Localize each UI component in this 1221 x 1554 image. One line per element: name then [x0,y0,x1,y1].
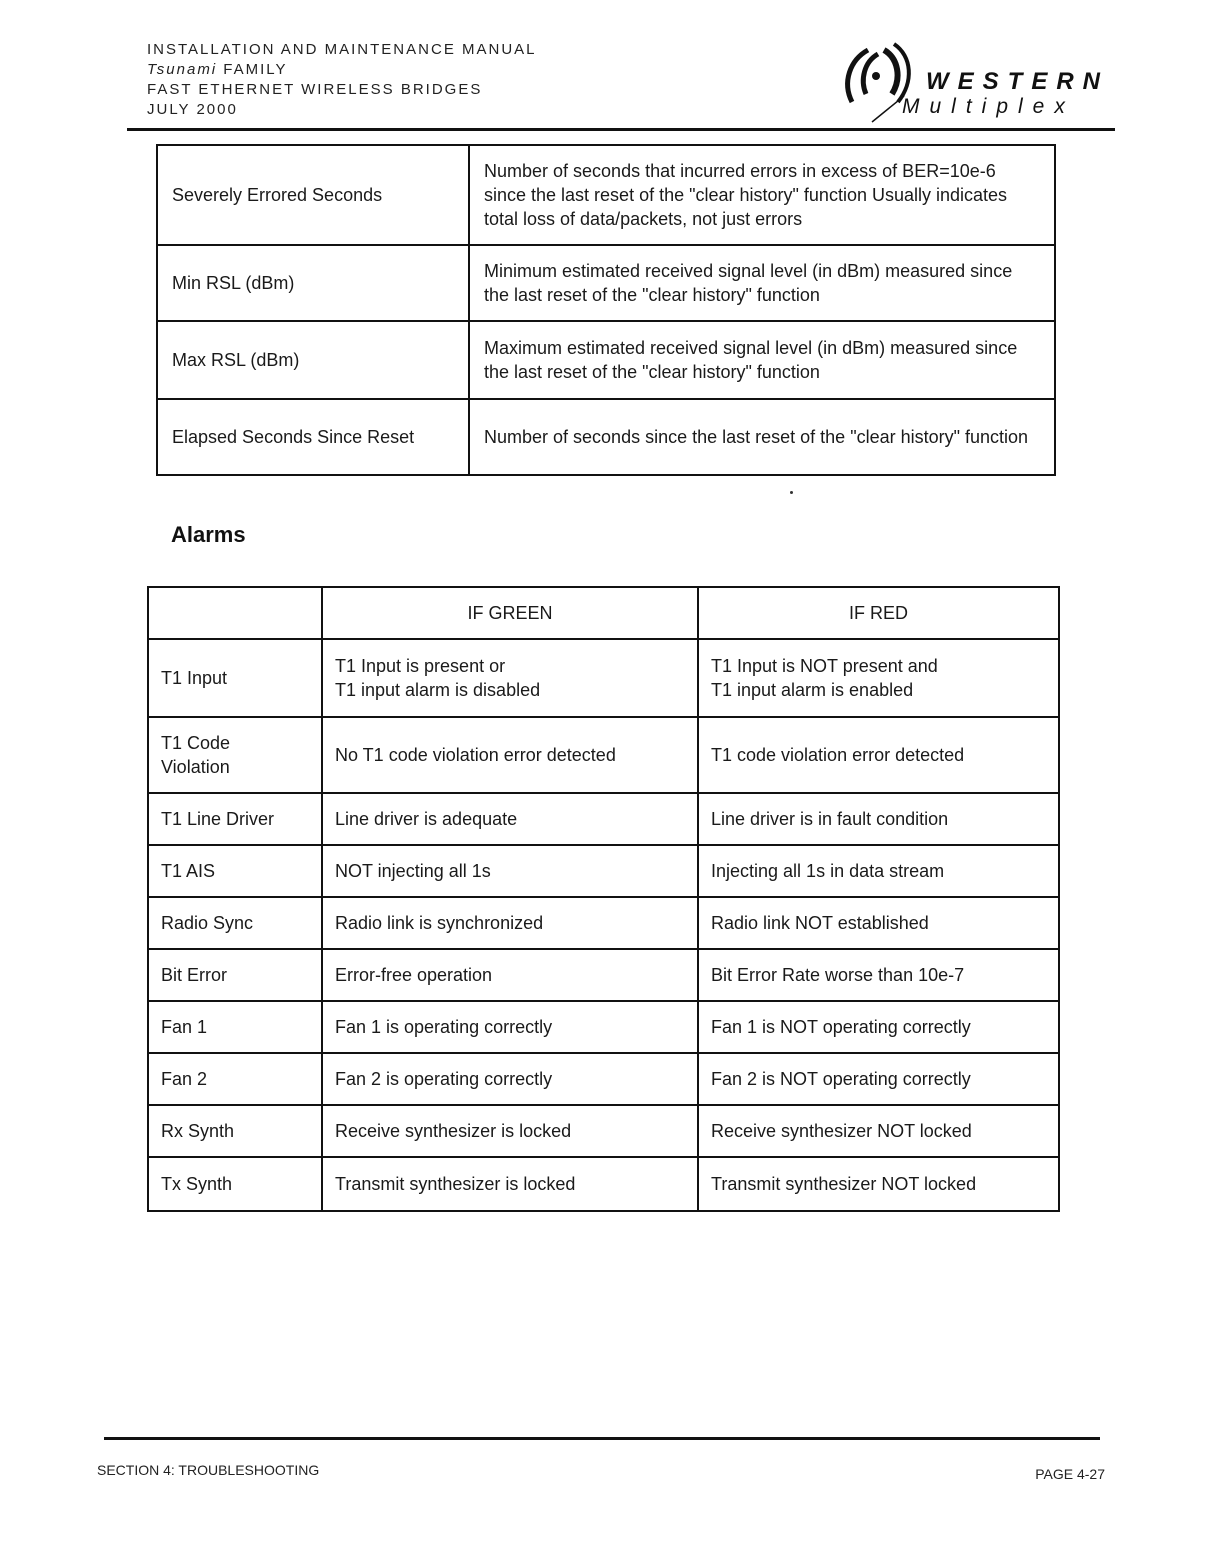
footer-page-number: PAGE 4-27 [1035,1466,1105,1482]
performance-table [156,144,1056,476]
alarm-row [148,949,1059,1001]
header-family [147,60,537,80]
header-divider [127,128,1115,131]
performance-row [157,145,1055,245]
alarm-if-red: Radio link NOT established [698,897,1059,949]
alarm-name: Fan 1 [148,1001,322,1053]
alarm-if-red: Fan 2 is NOT operating correctly [698,1053,1059,1105]
alarm-name: Radio Sync [148,897,322,949]
alarm-if-green: Fan 1 is operating correctly [322,1001,698,1053]
logo-wordmark: WESTERN [926,68,1109,95]
alarm-if-red: Transmit synthesizer NOT locked [698,1157,1059,1211]
alarm-if-green: T1 Input is present or T1 input alarm is disabled [322,639,698,717]
alarm-name: Rx Synth [148,1105,322,1157]
performance-label: Min RSL (dBm) [157,245,469,321]
stray-dot [790,491,793,494]
footer-divider [104,1437,1100,1440]
western-multiplex-logo [828,40,1108,124]
alarm-row [148,897,1059,949]
alarm-if-green: Radio link is synchronized [322,897,698,949]
alarm-row [148,1053,1059,1105]
alarms-heading: Alarms [171,522,246,547]
document-header [147,40,537,120]
alarm-if-green: Error-free operation [322,949,698,1001]
alarms-header-row [148,587,1059,639]
logo-subtitle: Multiplex [902,95,1075,118]
alarm-name: T1 Code Violation [148,717,322,793]
alarm-row [148,1105,1059,1157]
alarm-if-green: NOT injecting all 1s [322,845,698,897]
alarm-if-red: Fan 1 is NOT operating correctly [698,1001,1059,1053]
performance-description: Number of seconds since the last reset of the "clear history" function [469,399,1055,475]
alarm-if-red: Line driver is in fault condition [698,793,1059,845]
alarm-name: T1 Line Driver [148,793,322,845]
header-product: FAST ETHERNET WIRELESS BRIDGES [147,81,483,98]
performance-description: Minimum estimated received signal level (in dBm) measured since the last reset of the "clear history" function [469,245,1055,321]
alarm-row [148,1157,1059,1211]
performance-label: Severely Errored Seconds [157,145,469,245]
footer-section: SECTION 4: TROUBLESHOOTING [97,1462,320,1478]
alarm-row [148,717,1059,793]
alarm-row [148,845,1059,897]
alarms-header-red: IF RED [698,587,1059,639]
header-manual-title: INSTALLATION AND MAINTENANCE MANUAL [147,41,537,58]
alarm-if-green: No T1 code violation error detected [322,717,698,793]
alarm-name: Tx Synth [148,1157,322,1211]
alarm-if-red: Bit Error Rate worse than 10e-7 [698,949,1059,1001]
alarm-if-red: T1 code violation error detected [698,717,1059,793]
alarm-if-green: Fan 2 is operating correctly [322,1053,698,1105]
header-family-rest: FAMILY [217,61,288,78]
alarm-if-red: Injecting all 1s in data stream [698,845,1059,897]
performance-description: Maximum estimated received signal level (in dBm) measured since the last reset of the "clear history" function [469,321,1055,399]
alarm-row [148,793,1059,845]
alarm-name: Fan 2 [148,1053,322,1105]
alarm-if-green: Transmit synthesizer is locked [322,1157,698,1211]
alarm-if-green: Receive synthesizer is locked [322,1105,698,1157]
alarm-row [148,1001,1059,1053]
performance-row [157,245,1055,321]
alarms-table [147,586,1060,1212]
performance-label: Max RSL (dBm) [157,321,469,399]
header-family-italic: Tsunami [147,61,218,78]
alarm-if-red: Receive synthesizer NOT locked [698,1105,1059,1157]
alarm-name: T1 AIS [148,845,322,897]
alarm-if-green: Line driver is adequate [322,793,698,845]
alarms-header-green: IF GREEN [322,587,698,639]
performance-description: Number of seconds that incurred errors in excess of BER=10e-6 since the last reset of the "clear history" function Usually indicates total loss of data/packets, not just errors [469,145,1055,245]
alarms-header-blank [148,587,322,639]
performance-row [157,399,1055,475]
alarm-name: T1 Input [148,639,322,717]
performance-label: Elapsed Seconds Since Reset [157,399,469,475]
header-date: JULY 2000 [147,101,238,118]
performance-row [157,321,1055,399]
alarm-if-red: T1 Input is NOT present and T1 input alarm is enabled [698,639,1059,717]
alarm-name: Bit Error [148,949,322,1001]
alarm-row [148,639,1059,717]
